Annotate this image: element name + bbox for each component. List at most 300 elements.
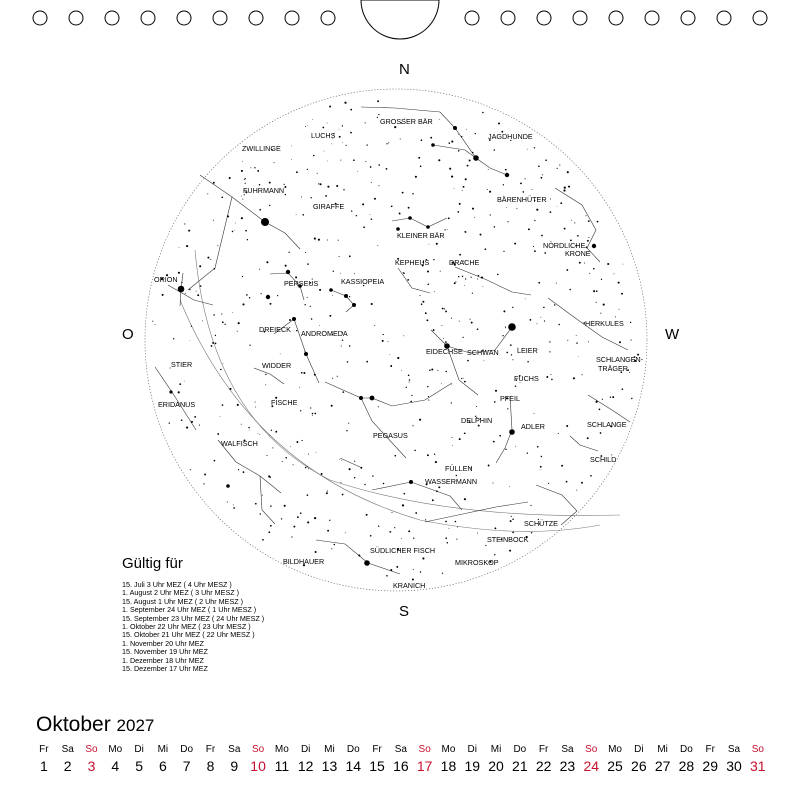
faint-star — [507, 221, 508, 222]
constellation-label: EIDECHSE — [426, 347, 463, 356]
constellation-label: WASSERMANN — [425, 477, 478, 486]
faint-star — [525, 178, 526, 179]
faint-star — [211, 345, 213, 347]
faint-star — [433, 329, 435, 331]
faint-star — [178, 391, 180, 393]
faint-star — [412, 425, 413, 426]
faint-star — [475, 133, 476, 134]
faint-star — [346, 145, 347, 146]
constellation-line — [155, 367, 196, 430]
faint-star — [305, 126, 306, 127]
faint-star — [305, 304, 306, 305]
faint-star — [237, 331, 238, 332]
faint-star — [615, 316, 616, 317]
faint-star — [366, 361, 368, 363]
faint-star — [478, 275, 479, 276]
faint-star — [282, 461, 283, 462]
faint-star — [550, 211, 552, 213]
weekday-label: Fr — [372, 744, 382, 755]
faint-star — [567, 340, 568, 341]
faint-star — [415, 176, 417, 178]
faint-star — [310, 306, 311, 307]
constellation-label: WALFISCH — [221, 439, 258, 448]
day-number: 14 — [345, 758, 362, 774]
faint-star — [318, 183, 319, 184]
faint-star — [372, 475, 373, 476]
calendar-strip — [32, 741, 776, 774]
faint-star — [243, 471, 245, 473]
faint-star — [248, 427, 249, 428]
faint-star — [461, 378, 462, 379]
faint-star — [459, 203, 461, 205]
faint-star — [536, 323, 537, 324]
faint-star — [601, 279, 602, 280]
faint-star — [494, 149, 496, 151]
faint-star — [194, 416, 196, 418]
faint-star — [329, 106, 331, 108]
faint-star — [430, 137, 432, 139]
faint-star — [371, 182, 372, 183]
faint-star — [515, 385, 517, 387]
day-number: 13 — [321, 758, 338, 774]
faint-star — [560, 202, 562, 204]
constellation-label: KASSIOPEIA — [341, 277, 385, 286]
compass-west: W — [665, 326, 680, 343]
constellation-label: WIDDER — [262, 361, 292, 370]
faint-star — [561, 465, 563, 467]
faint-star — [399, 213, 401, 215]
faint-star — [371, 303, 373, 305]
faint-star — [505, 449, 506, 450]
faint-star — [203, 483, 204, 484]
faint-star — [441, 325, 442, 326]
faint-star — [341, 460, 342, 461]
faint-star — [221, 314, 222, 315]
faint-star — [257, 170, 259, 172]
faint-star — [365, 161, 366, 162]
faint-star — [588, 220, 590, 222]
constellation-line — [325, 382, 406, 458]
constellation-label: TRÄGER — [598, 364, 628, 373]
faint-star — [483, 360, 484, 361]
faint-star — [321, 473, 323, 475]
faint-star — [551, 379, 553, 381]
faint-star — [480, 234, 482, 236]
faint-star — [179, 383, 181, 385]
faint-star — [339, 256, 340, 257]
faint-star — [409, 382, 410, 383]
faint-star — [362, 203, 364, 205]
faint-star — [488, 169, 489, 170]
day-number: 10 — [250, 758, 266, 774]
validity-line: 15. Juli 3 Uhr MEZ ( 4 Uhr MESZ ) — [122, 580, 232, 589]
constellation-label: SCHLANGEN- — [596, 355, 644, 364]
weekday-label: Fr — [205, 744, 216, 755]
faint-star — [255, 503, 257, 505]
calendar-day — [270, 741, 294, 774]
faint-star — [377, 245, 378, 246]
faint-star — [152, 321, 153, 322]
faint-star — [420, 166, 422, 168]
faint-star — [212, 342, 214, 344]
faint-star — [303, 372, 305, 374]
faint-star — [284, 186, 286, 188]
faint-star — [469, 319, 470, 320]
faint-star — [215, 335, 216, 336]
weekday-label: So — [85, 744, 98, 755]
faint-star — [179, 247, 180, 248]
faint-star — [319, 325, 320, 326]
constellation-line — [392, 218, 447, 227]
faint-star — [342, 494, 344, 496]
faint-star — [429, 369, 431, 371]
faint-star — [622, 388, 624, 390]
faint-star — [427, 386, 428, 387]
faint-star — [327, 491, 328, 492]
faint-star — [511, 354, 512, 355]
faint-star — [543, 307, 545, 309]
faint-star — [428, 396, 429, 397]
faint-star — [254, 167, 255, 168]
validity-line: 15. August 1 Uhr MEZ ( 2 Uhr MESZ ) — [122, 596, 244, 606]
faint-star — [422, 557, 424, 559]
faint-star — [349, 345, 351, 347]
faint-star — [549, 341, 550, 342]
faint-star — [383, 483, 385, 485]
faint-star — [421, 303, 423, 305]
faint-star — [516, 208, 517, 209]
faint-star — [472, 208, 474, 210]
weekday-label: Sa — [727, 744, 741, 755]
validity-list — [122, 581, 264, 673]
faint-star — [186, 245, 188, 247]
day-number: 19 — [464, 758, 481, 774]
calendar-day — [698, 741, 722, 774]
faint-star — [434, 454, 435, 455]
faint-star — [576, 490, 577, 491]
faint-star — [586, 215, 587, 216]
faint-star — [350, 109, 352, 111]
faint-star — [462, 190, 463, 191]
faint-star — [262, 495, 263, 496]
faint-star — [467, 360, 469, 362]
faint-star — [360, 467, 362, 469]
faint-star — [241, 424, 242, 425]
faint-star — [402, 192, 404, 194]
weekday-label: Fr — [39, 744, 49, 755]
faint-star — [245, 183, 246, 184]
faint-star — [512, 359, 513, 360]
faint-star — [413, 538, 414, 539]
constellation-label: FUHRMANN — [243, 186, 285, 195]
calendar-day — [746, 741, 770, 774]
faint-star — [464, 381, 466, 383]
constellation-label: ORION — [154, 275, 178, 284]
faint-star — [312, 413, 314, 415]
bright-star — [226, 484, 230, 488]
compass-east: O — [122, 326, 134, 343]
faint-star — [317, 173, 318, 174]
faint-star — [564, 228, 566, 230]
faint-star — [300, 410, 301, 411]
faint-star — [577, 235, 579, 237]
weekday-label: Di — [134, 744, 144, 755]
faint-star — [199, 265, 201, 267]
faint-star — [531, 189, 532, 190]
faint-star — [412, 193, 414, 195]
bright-star — [509, 429, 515, 435]
faint-star — [316, 452, 317, 453]
faint-star — [265, 384, 266, 385]
faint-star — [305, 252, 306, 253]
faint-star — [241, 170, 243, 172]
weekday-label: Sa — [61, 744, 74, 755]
calendar-day — [508, 741, 532, 774]
faint-star — [444, 344, 446, 346]
faint-star — [242, 276, 243, 277]
faint-star — [593, 268, 595, 270]
faint-star — [455, 281, 456, 282]
faint-star — [533, 246, 534, 247]
faint-star — [235, 223, 236, 224]
faint-star — [540, 466, 542, 468]
faint-star — [459, 438, 461, 440]
faint-star — [262, 539, 264, 541]
validity-block — [122, 555, 264, 673]
faint-star — [631, 398, 632, 399]
faint-star — [250, 167, 251, 168]
faint-star — [308, 468, 309, 469]
constellation-label: GROSSER BÄR — [380, 117, 433, 126]
constellation-label: KRONE — [565, 249, 591, 258]
weekday-label: Do — [180, 744, 194, 755]
faint-star — [599, 409, 601, 411]
faint-star — [341, 346, 342, 347]
constellation-label: SCHILD — [590, 455, 617, 464]
day-number: 30 — [726, 758, 742, 774]
faint-star — [366, 514, 368, 516]
faint-star — [510, 520, 512, 522]
calendar-day — [199, 741, 223, 774]
faint-star — [401, 370, 402, 371]
faint-star — [566, 481, 568, 483]
faint-star — [283, 184, 284, 185]
faint-star — [383, 334, 384, 335]
constellation-label: PEGASUS — [373, 431, 408, 440]
day-number: 8 — [206, 758, 215, 774]
faint-star — [266, 455, 267, 456]
faint-star — [503, 184, 504, 185]
faint-star — [327, 239, 328, 240]
day-number: 31 — [750, 758, 766, 774]
calendar-day — [675, 741, 699, 774]
faint-star — [291, 536, 292, 537]
day-number: 9 — [230, 758, 239, 774]
faint-star — [469, 160, 471, 162]
faint-star — [266, 261, 268, 263]
day-number: 5 — [135, 758, 143, 774]
faint-star — [463, 186, 465, 188]
weekday-label: Mi — [324, 744, 335, 755]
bright-star — [304, 352, 308, 356]
faint-star — [284, 505, 286, 507]
faint-star — [331, 405, 333, 407]
calendar-day — [246, 741, 270, 774]
calendar-day — [151, 741, 175, 774]
faint-star — [495, 390, 497, 392]
faint-star — [596, 290, 598, 292]
weekday-label: Sa — [228, 744, 241, 755]
faint-star — [245, 178, 246, 179]
day-number: 12 — [297, 758, 314, 774]
faint-star — [390, 569, 392, 571]
faint-star — [185, 293, 186, 294]
faint-star — [527, 453, 528, 454]
faint-star — [573, 377, 575, 379]
faint-star — [540, 317, 541, 318]
faint-star — [425, 312, 427, 314]
faint-star — [600, 432, 602, 434]
faint-star — [190, 340, 191, 341]
validity-line: 1. Oktober 22 Uhr MEZ ( 23 Uhr MESZ ) — [122, 622, 251, 632]
faint-star — [542, 174, 543, 175]
faint-star — [313, 155, 315, 157]
faint-star — [464, 432, 466, 434]
faint-star — [213, 314, 214, 315]
day-number: 28 — [678, 758, 695, 774]
faint-star — [242, 303, 244, 305]
faint-star — [581, 374, 582, 375]
day-number: 23 — [559, 758, 576, 774]
faint-star — [548, 483, 549, 484]
faint-star — [333, 271, 334, 272]
faint-star — [389, 531, 390, 532]
faint-star — [421, 139, 423, 141]
faint-star — [241, 196, 242, 197]
faint-star — [408, 207, 410, 209]
validity-title: Gültig für — [122, 555, 183, 572]
faint-star — [563, 189, 565, 191]
faint-star — [414, 450, 416, 452]
faint-star — [403, 335, 404, 336]
faint-star — [307, 297, 308, 298]
constellation-line — [570, 436, 598, 451]
faint-star — [503, 251, 504, 252]
faint-star — [354, 273, 355, 274]
faint-star — [377, 117, 378, 118]
faint-star — [458, 150, 460, 152]
faint-star — [596, 302, 597, 303]
faint-star — [408, 375, 410, 377]
faint-star — [603, 304, 605, 306]
faint-star — [285, 265, 287, 267]
faint-star — [445, 341, 447, 343]
faint-star — [612, 396, 614, 398]
faint-star — [512, 532, 514, 534]
faint-star — [241, 217, 243, 219]
faint-star — [558, 433, 559, 434]
constellation-label: FUCHS — [514, 374, 539, 383]
faint-star — [402, 504, 404, 506]
faint-star — [418, 157, 420, 159]
faint-star — [232, 312, 233, 313]
faint-star — [327, 123, 328, 124]
faint-star — [270, 435, 271, 436]
faint-star — [509, 550, 511, 552]
faint-star — [488, 465, 490, 467]
faint-star — [301, 196, 302, 197]
faint-star — [520, 182, 522, 184]
faint-star — [324, 151, 325, 152]
faint-star — [499, 435, 501, 437]
faint-star — [173, 338, 174, 339]
bright-star — [292, 317, 296, 321]
faint-star — [445, 537, 447, 539]
faint-star — [593, 290, 595, 292]
faint-star — [314, 374, 316, 376]
faint-star — [272, 447, 273, 448]
faint-star — [207, 193, 208, 194]
faint-star — [242, 161, 243, 162]
constellation-labels — [154, 117, 644, 590]
faint-star — [510, 344, 512, 346]
faint-star — [487, 189, 488, 190]
faint-star — [410, 401, 412, 403]
faint-star — [258, 433, 259, 434]
faint-star — [312, 415, 313, 416]
constellation-line — [340, 458, 360, 467]
faint-star — [629, 372, 630, 373]
validity-line: 15. September 23 Uhr MEZ ( 24 Uhr MESZ ) — [122, 613, 265, 623]
faint-star — [337, 376, 338, 377]
faint-star — [439, 119, 440, 120]
faint-star — [619, 341, 621, 343]
faint-star — [505, 327, 506, 328]
faint-star — [325, 195, 327, 197]
bright-star — [505, 173, 509, 177]
faint-star — [581, 482, 583, 484]
faint-star — [301, 440, 302, 441]
calendar-day — [651, 741, 675, 774]
faint-star — [269, 182, 271, 184]
constellation-label: DRACHE — [449, 258, 480, 267]
faint-star — [457, 211, 459, 213]
faint-star — [339, 459, 340, 460]
constellation-line — [331, 290, 354, 312]
month-title — [36, 713, 154, 737]
faint-star — [407, 279, 409, 281]
faint-star — [289, 319, 291, 321]
faint-star — [354, 477, 355, 478]
calendar-day — [175, 741, 199, 774]
faint-star — [314, 238, 316, 240]
day-number: 7 — [182, 758, 191, 774]
faint-star — [336, 185, 338, 187]
constellation-line — [260, 476, 275, 524]
faint-star — [527, 361, 529, 363]
faint-star — [497, 274, 499, 276]
faint-star — [378, 164, 380, 166]
bright-star — [266, 295, 270, 299]
day-number: 18 — [440, 758, 457, 774]
faint-star — [374, 198, 376, 200]
faint-star — [370, 535, 372, 537]
weekday-label: Mo — [441, 744, 456, 755]
bright-star — [453, 126, 457, 130]
weekday-label: Do — [513, 744, 527, 755]
faint-star — [394, 126, 396, 128]
faint-star — [327, 186, 329, 188]
